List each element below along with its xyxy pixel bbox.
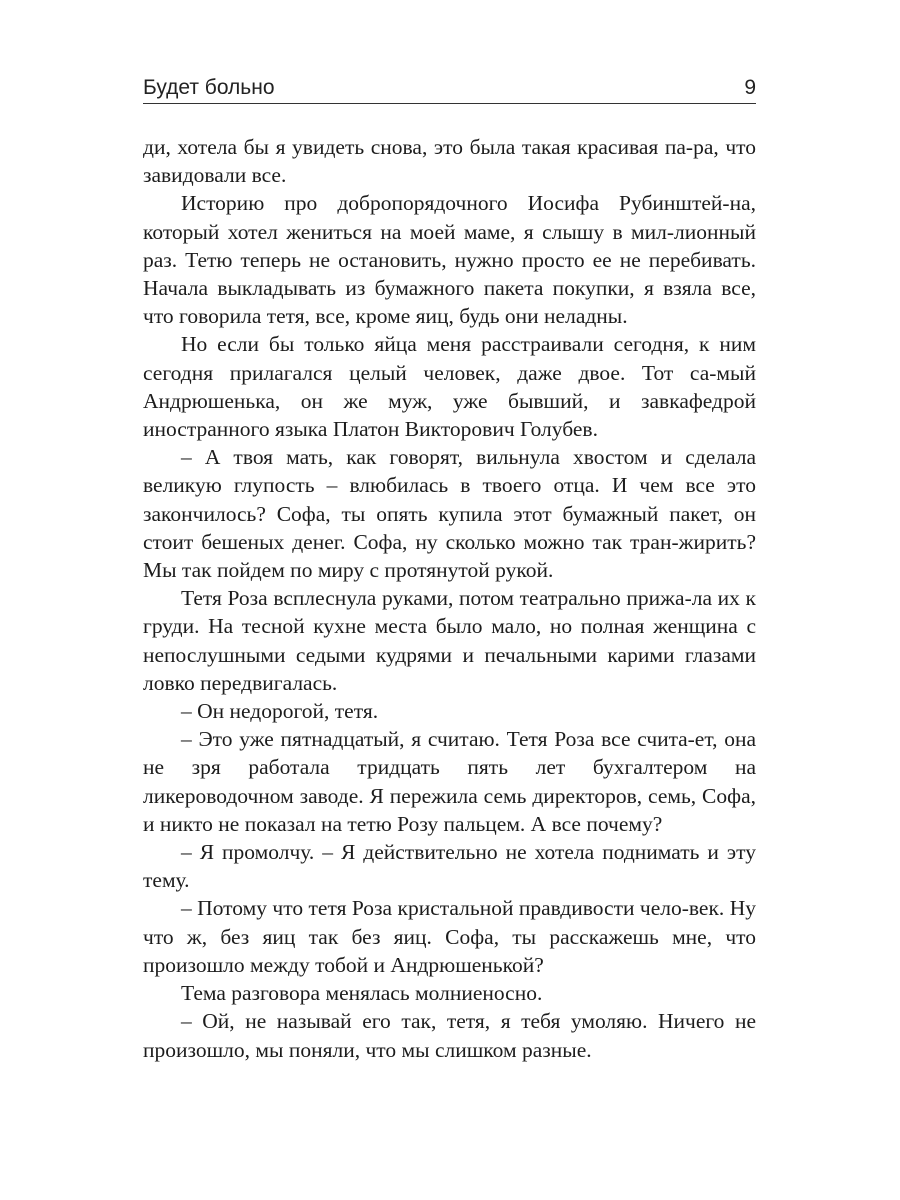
paragraph: – Потому что тетя Роза кристальной правдивости чело-век. Ну что ж, без яиц так без яиц. Софа, ты расскажешь мне, что произошло между тобой и Андрюшенькой?	[143, 896, 756, 977]
running-title: Будет больно	[143, 76, 275, 99]
paragraph: Но если бы только яйца меня расстраивали сегодня, к ним сегодня прилагался целый человек, даже двое. Тот са-мый Андрюшенька, он же муж, уже бывший, и завкафедрой иностранного языка Платон Викторович Голубев.	[143, 332, 756, 442]
header-rule	[143, 103, 756, 104]
page-number: 9	[744, 76, 756, 99]
running-header	[143, 74, 756, 106]
paragraph: Тема разговора менялась молниеносно.	[181, 981, 543, 1006]
paragraph: – А твоя мать, как говорят, вильнула хвостом и сделала великую глупость – влюбилась в твоего отца. И чем все это закончилось? Софа, ты опять купила этот бумажный пакет, он стоит бешеных денег. Софа, ну сколько можно так тран-жирить? Мы так пойдем по миру с протянутой рукой.	[143, 445, 756, 583]
paragraph: – Он недорогой, тетя.	[181, 699, 379, 724]
paragraph: – Ой, не называй его так, тетя, я тебя умоляю. Ничего не произошло, мы поняли, что мы слишком разные.	[143, 1009, 756, 1062]
paragraph: Историю про добропорядочного Иосифа Рубинштей-на, который хотел жениться на моей маме, я слышу в мил-лионный раз. Тетю теперь не остановить, нужно просто ее не перебивать. Начала выкладывать из бумажного пакета покупки, я взяла все, что говорила тетя, все, кроме яиц, будь они неладны.	[143, 191, 756, 329]
paragraph: Тетя Роза всплеснула руками, потом театрально прижа-ла их к груди. На тесной кухне места было мало, но полная женщина с непослушными седыми кудрями и печальными карими глазами ловко передвигалась.	[143, 586, 756, 695]
paragraph: – Я промолчу. – Я действительно не хотела поднимать и эту тему.	[143, 840, 756, 893]
body-text	[143, 133, 756, 1064]
paragraph: – Это уже пятнадцатый, я считаю. Тетя Роза все считa-ет, она не зря работала тридцать пять лет бухгалтером на ликероводочном заводе. Я пережила семь директоров, семь, Софа, и никто не показал на тетю Розу пальцем. А все почему?	[143, 727, 756, 836]
paragraph: ди, хотела бы я увидеть снова, это была такая красивая па-ра, что завидовали все.	[143, 135, 756, 188]
